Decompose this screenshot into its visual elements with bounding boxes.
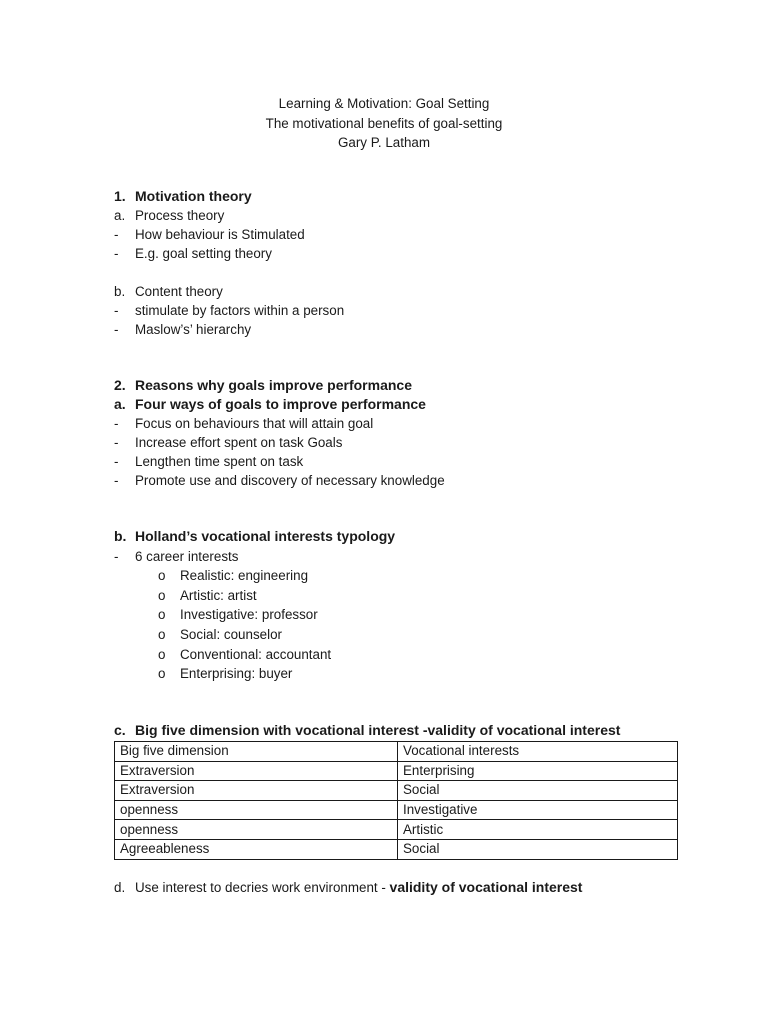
dash-marker: - [114, 322, 119, 337]
list-item-text: stimulate by factors within a person [135, 303, 345, 318]
header-title: Learning & Motivation: Goal Setting [278, 96, 490, 111]
list-item-text: Lengthen time spent on task [135, 454, 304, 469]
table-header-cell: Vocational interests [398, 742, 678, 762]
bullet-marker: o [158, 627, 166, 642]
table-cell: Social [398, 781, 678, 801]
big-five-table [114, 741, 678, 860]
subsection-label: Big five dimension with vocational interest -validity of vocational interest [135, 722, 621, 738]
list-item-text: How behaviour is Stimulated [135, 227, 305, 242]
table-cell: Investigative [398, 800, 678, 820]
dash-marker: - [114, 435, 119, 450]
table-cell: openness [115, 800, 398, 820]
section-title: Motivation theory [135, 188, 252, 204]
list-marker: b. [114, 284, 126, 299]
bullet-marker: o [158, 568, 166, 583]
table-header-row [115, 742, 678, 762]
table-cell: Social [398, 839, 678, 859]
section-number: 2. [114, 377, 126, 393]
table-cell: Extraversion [115, 761, 398, 781]
table-row [115, 839, 678, 859]
list-item-text: Promote use and discovery of necessary knowledge [135, 473, 445, 488]
list-item-text: 6 career interests [135, 549, 239, 564]
dash-marker: - [114, 416, 119, 431]
list-item-text: Realistic: engineering [180, 568, 309, 583]
header-author: Gary P. Latham [337, 135, 431, 150]
list-item-text: Enterprising: buyer [180, 666, 293, 681]
list-marker: b. [114, 528, 127, 544]
dash-marker: - [114, 454, 119, 469]
section-title: Reasons why goals improve performance [135, 377, 412, 393]
subsection-label: Holland’s vocational interests typology [135, 528, 396, 544]
table-cell: Enterprising [398, 761, 678, 781]
subsection-label: Four ways of goals to improve performance [135, 396, 426, 412]
list-item-text: Investigative: professor [180, 607, 318, 622]
table-row [115, 761, 678, 781]
subsection-label: Content theory [135, 284, 223, 299]
document-header [0, 94, 768, 153]
bullet-marker: o [158, 607, 166, 622]
subsection-text-bold: validity of vocational interest [389, 879, 583, 895]
list-item-text: Increase effort spent on task Goals [135, 435, 343, 450]
table-header-cell: Big five dimension [115, 742, 398, 762]
subsection-text [135, 878, 582, 897]
bullet-marker: o [158, 647, 166, 662]
section-number: 1. [114, 188, 126, 204]
list-item-text: Social: counselor [180, 627, 282, 642]
dash-marker: - [114, 303, 119, 318]
table-cell: Agreeableness [115, 839, 398, 859]
dash-marker: - [114, 549, 119, 564]
dash-marker: - [114, 473, 119, 488]
list-item-text: E.g. goal setting theory [135, 246, 272, 261]
subsection-text-plain: Use interest to decries work environment - [135, 880, 390, 895]
list-marker: c. [114, 722, 126, 738]
bullet-marker: o [158, 588, 166, 603]
list-item-text: Maslow’s’ hierarchy [135, 322, 252, 337]
list-item-text: Artistic: artist [180, 588, 257, 603]
subsection-label: Process theory [135, 208, 225, 223]
header-subtitle: The motivational benefits of goal-setting [265, 115, 503, 131]
table-cell: openness [115, 820, 398, 840]
table-cell: Artistic [398, 820, 678, 840]
dash-marker: - [114, 227, 119, 242]
table-row [115, 781, 678, 801]
list-item-text: Focus on behaviours that will attain goal [135, 416, 374, 431]
table-cell: Extraversion [115, 781, 398, 801]
list-item-text: Conventional: accountant [180, 647, 332, 662]
table-row [115, 820, 678, 840]
list-marker: a. [114, 208, 126, 223]
table-row [115, 800, 678, 820]
bullet-marker: o [158, 666, 166, 681]
list-marker: d. [114, 880, 126, 895]
dash-marker: - [114, 246, 119, 261]
list-marker: a. [114, 396, 126, 412]
